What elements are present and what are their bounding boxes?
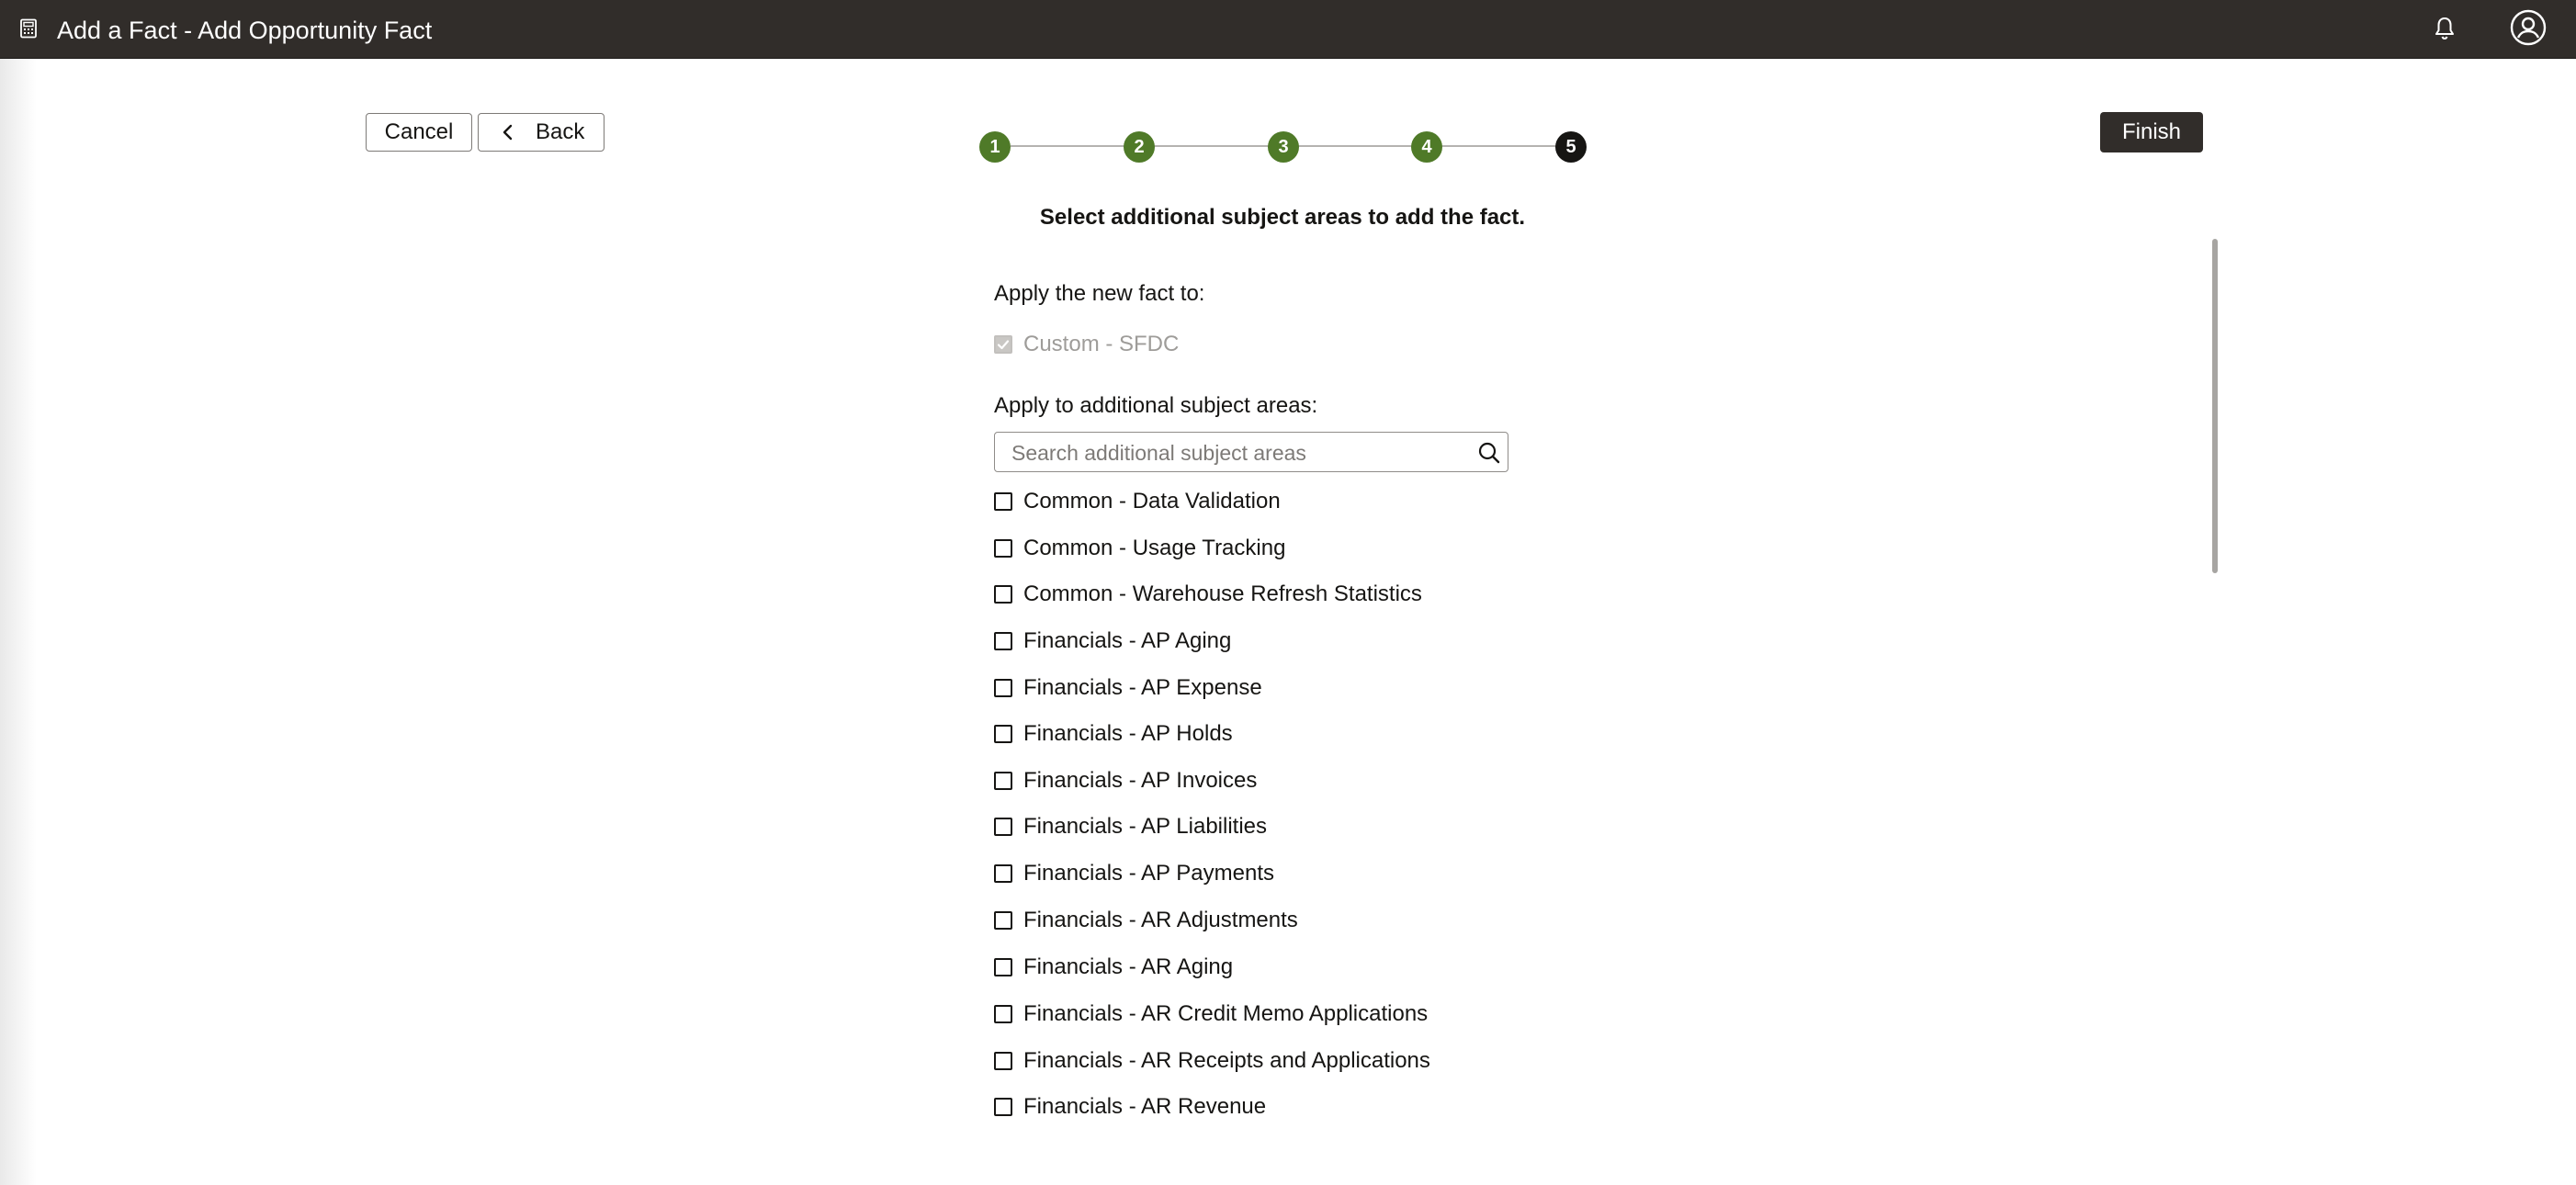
checkbox[interactable] — [994, 958, 1012, 976]
checkbox[interactable] — [994, 911, 1012, 930]
apply-new-fact-label: Apply the new fact to: — [994, 281, 1205, 306]
finish-button[interactable] — [2100, 112, 2203, 152]
list-item[interactable] — [994, 487, 1281, 516]
checkbox[interactable] — [994, 632, 1012, 650]
page-title: Add a Fact - Add Opportunity Fact — [57, 17, 433, 44]
back-button-label: Back — [536, 119, 585, 144]
checkbox[interactable] — [994, 1098, 1012, 1116]
list-item-label: Financials - AP Invoices — [1023, 768, 1258, 793]
list-item-label: Financials - AR Credit Memo Applications — [1023, 1001, 1429, 1026]
cancel-button[interactable] — [366, 113, 472, 152]
checkbox[interactable] — [994, 492, 1012, 511]
checkbox[interactable] — [994, 539, 1012, 558]
cancel-button-label: Cancel — [384, 119, 454, 144]
search-field[interactable] — [994, 432, 1508, 472]
checkbox[interactable] — [994, 585, 1012, 604]
finish-button-label: Finish — [2121, 119, 2182, 144]
list-item-label: Financials - AR Aging — [1023, 954, 1234, 979]
list-item[interactable] — [994, 1092, 1266, 1122]
list-item-label: Financials - AR Revenue — [1023, 1094, 1267, 1119]
list-item-label: Financials - AR Receipts and Applications — [1023, 1048, 1430, 1073]
list-item[interactable] — [994, 1046, 1430, 1076]
checkbox[interactable] — [994, 818, 1012, 836]
checkbox[interactable] — [994, 772, 1012, 790]
list-item[interactable] — [994, 906, 1298, 935]
step-3[interactable]: 3 — [1268, 131, 1299, 163]
apply-additional-label: Apply to additional subject areas: — [994, 393, 1318, 418]
list-item-label: Common - Data Validation — [1023, 489, 1281, 514]
primary-subject-area-label: Custom - SFDC — [1023, 332, 1180, 356]
list-item-label: Financials - AP Liabilities — [1023, 814, 1268, 839]
list-item-label: Financials - AP Payments — [1023, 861, 1275, 886]
checkbox[interactable] — [994, 864, 1012, 883]
list-item[interactable] — [994, 719, 1233, 749]
user-avatar-icon[interactable] — [2510, 9, 2547, 46]
search-input[interactable] — [1010, 438, 1454, 468]
search-icon[interactable] — [1476, 440, 1502, 466]
list-item[interactable] — [994, 673, 1262, 703]
primary-subject-area — [994, 330, 1179, 359]
list-item-label: Financials - AR Adjustments — [1023, 908, 1298, 932]
list-item[interactable] — [994, 534, 1285, 563]
list-item[interactable] — [994, 580, 1422, 609]
calculator-icon — [18, 18, 39, 39]
list-item-label: Common - Usage Tracking — [1023, 536, 1286, 560]
list-item[interactable] — [994, 999, 1428, 1029]
list-item[interactable] — [994, 626, 1231, 656]
vertical-scrollbar[interactable] — [2212, 239, 2218, 573]
step-4[interactable]: 4 — [1411, 131, 1442, 163]
checkbox[interactable] — [994, 679, 1012, 697]
back-button[interactable] — [478, 113, 604, 152]
checkbox[interactable] — [994, 725, 1012, 743]
list-item[interactable] — [994, 859, 1274, 888]
list-item[interactable] — [994, 812, 1267, 841]
list-item-label: Financials - AP Aging — [1023, 628, 1232, 653]
bell-icon[interactable] — [2433, 15, 2457, 42]
header-bar — [0, 0, 2576, 59]
checked-checkbox-icon — [994, 335, 1012, 354]
checkbox[interactable] — [994, 1052, 1012, 1070]
list-item-label: Common - Warehouse Refresh Statistics — [1023, 581, 1422, 606]
step-5[interactable]: 5 — [1555, 131, 1587, 163]
left-edge-shadow — [0, 59, 37, 1185]
list-item[interactable] — [994, 766, 1257, 796]
step-2[interactable]: 2 — [1124, 131, 1155, 163]
chevron-left-icon — [501, 123, 515, 141]
list-item-label: Financials - AP Holds — [1023, 721, 1233, 746]
instruction-text: Select additional subject areas to add the fact. — [1039, 205, 1526, 230]
checkbox[interactable] — [994, 1005, 1012, 1023]
step-1[interactable]: 1 — [979, 131, 1011, 163]
list-item[interactable] — [994, 953, 1233, 982]
list-item-label: Financials - AP Expense — [1023, 675, 1262, 700]
